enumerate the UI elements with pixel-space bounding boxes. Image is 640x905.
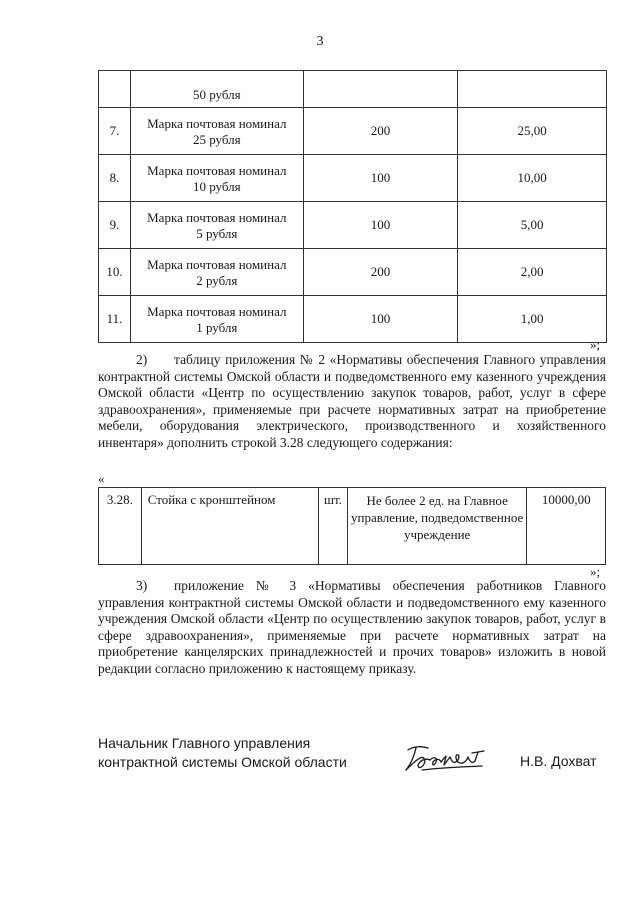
page-number: 3	[316, 34, 324, 49]
signature-stroke	[422, 766, 482, 770]
signature-stroke	[430, 758, 441, 765]
cell-unit: шт.	[319, 488, 348, 565]
closing-quote: »;	[590, 564, 601, 579]
signatory-title	[98, 734, 347, 772]
cell-num: 3.28.	[99, 488, 142, 565]
cell-num: 10.	[99, 249, 131, 296]
signature-stroke	[408, 747, 428, 750]
name-line2: 1 рубля	[196, 320, 238, 335]
signatory-title-line1: Начальник Главного управления	[98, 735, 311, 751]
cell-qty: 200	[303, 108, 458, 155]
cell-name: Стойка с кронштейном	[141, 488, 318, 565]
paragraph-number: 2)	[136, 352, 148, 367]
cell-price: 25,00	[458, 108, 607, 155]
signature-stroke	[441, 756, 450, 765]
signature-stroke	[406, 748, 416, 770]
cell-num: 11.	[99, 296, 131, 343]
table-row	[99, 202, 607, 249]
cell-qty: 100	[303, 296, 458, 343]
signatory-name: Н.В. Дохват	[520, 753, 597, 769]
signatory-title-line2: контрактной системы Омской области	[98, 754, 347, 770]
cell-name	[130, 202, 303, 249]
name-line2: 10 рубля	[192, 179, 241, 194]
cell-num: 9.	[99, 202, 131, 249]
paragraph-2	[98, 352, 606, 452]
table-row	[99, 296, 607, 343]
name-line1: Марка почтовая номинал	[147, 304, 287, 319]
furniture-norms-table	[98, 487, 606, 565]
cell-name	[130, 249, 303, 296]
cell-qty	[303, 71, 458, 108]
paragraph-text: приложение № 3 «Нормативы обеспечения работников Главного управления контрактной системы Омской области и подведомственного ему казенного учреждения Омской области «Центр по осуществлению закупок товаров, работ, услуг в сфере здравоохранения», применяемые при расчете нормативных затрат на приобретение канцелярских принадлежностей и прочих товаров» изложить в новой редакции согласно приложению к настоящему приказу.	[98, 578, 606, 676]
cell-price: 10,00	[458, 155, 607, 202]
cell-price: 10000,00	[527, 488, 606, 565]
cell-norm: Не более 2 ед. на Главное управление, подведомственное учреждение	[347, 488, 527, 565]
cell-name	[130, 296, 303, 343]
table-row	[99, 155, 607, 202]
cell-qty: 100	[303, 202, 458, 249]
paragraph-3	[98, 578, 606, 678]
paragraph-number: 3)	[136, 578, 148, 593]
cell-price: 1,00	[458, 296, 607, 343]
name-line1: Марка почтовая номинал	[147, 163, 287, 178]
cell-price	[458, 71, 607, 108]
cell-name	[130, 108, 303, 155]
cell-num: 8.	[99, 155, 131, 202]
cell-qty: 200	[303, 249, 458, 296]
cell-num	[99, 71, 131, 108]
signature-stroke	[468, 752, 478, 762]
cell-qty: 100	[303, 155, 458, 202]
name-line1: Марка почтовая номинал	[147, 210, 287, 225]
stamps-table	[98, 70, 607, 343]
opening-quote: «	[98, 471, 105, 486]
cell-name	[130, 155, 303, 202]
cell-num: 7.	[99, 108, 131, 155]
name-line2: 2 рубля	[196, 273, 238, 288]
closing-quote: »;	[590, 337, 601, 352]
handwritten-signature	[402, 740, 488, 776]
cell-name: 50 рубля	[130, 71, 303, 108]
name-line2: 5 рубля	[196, 226, 238, 241]
signature-stroke	[450, 755, 468, 763]
table-row-continuation	[99, 71, 607, 108]
table-row	[99, 108, 607, 155]
name-line1: Марка почтовая номинал	[147, 116, 287, 131]
name-line2: 25 рубля	[192, 132, 241, 147]
name-line1: Марка почтовая номинал	[147, 257, 287, 272]
cell-price: 2,00	[458, 249, 607, 296]
table-row	[99, 249, 607, 296]
cell-price: 5,00	[458, 202, 607, 249]
table-row	[99, 488, 606, 565]
paragraph-text: таблицу приложения № 2 «Нормативы обеспечения Главного управления контрактной системы Омской области и подведомственного ему казенного учреждения Омской области «Центр по осуществлению закупок товаров, работ, услуг в сфере здравоохранения», применяемые при расчете нормативных затрат на приобретение мебели, оборудования электрического, производственного и хозяйственного инвентаря» дополнить строкой 3.28 следующего содержания:	[98, 352, 606, 450]
